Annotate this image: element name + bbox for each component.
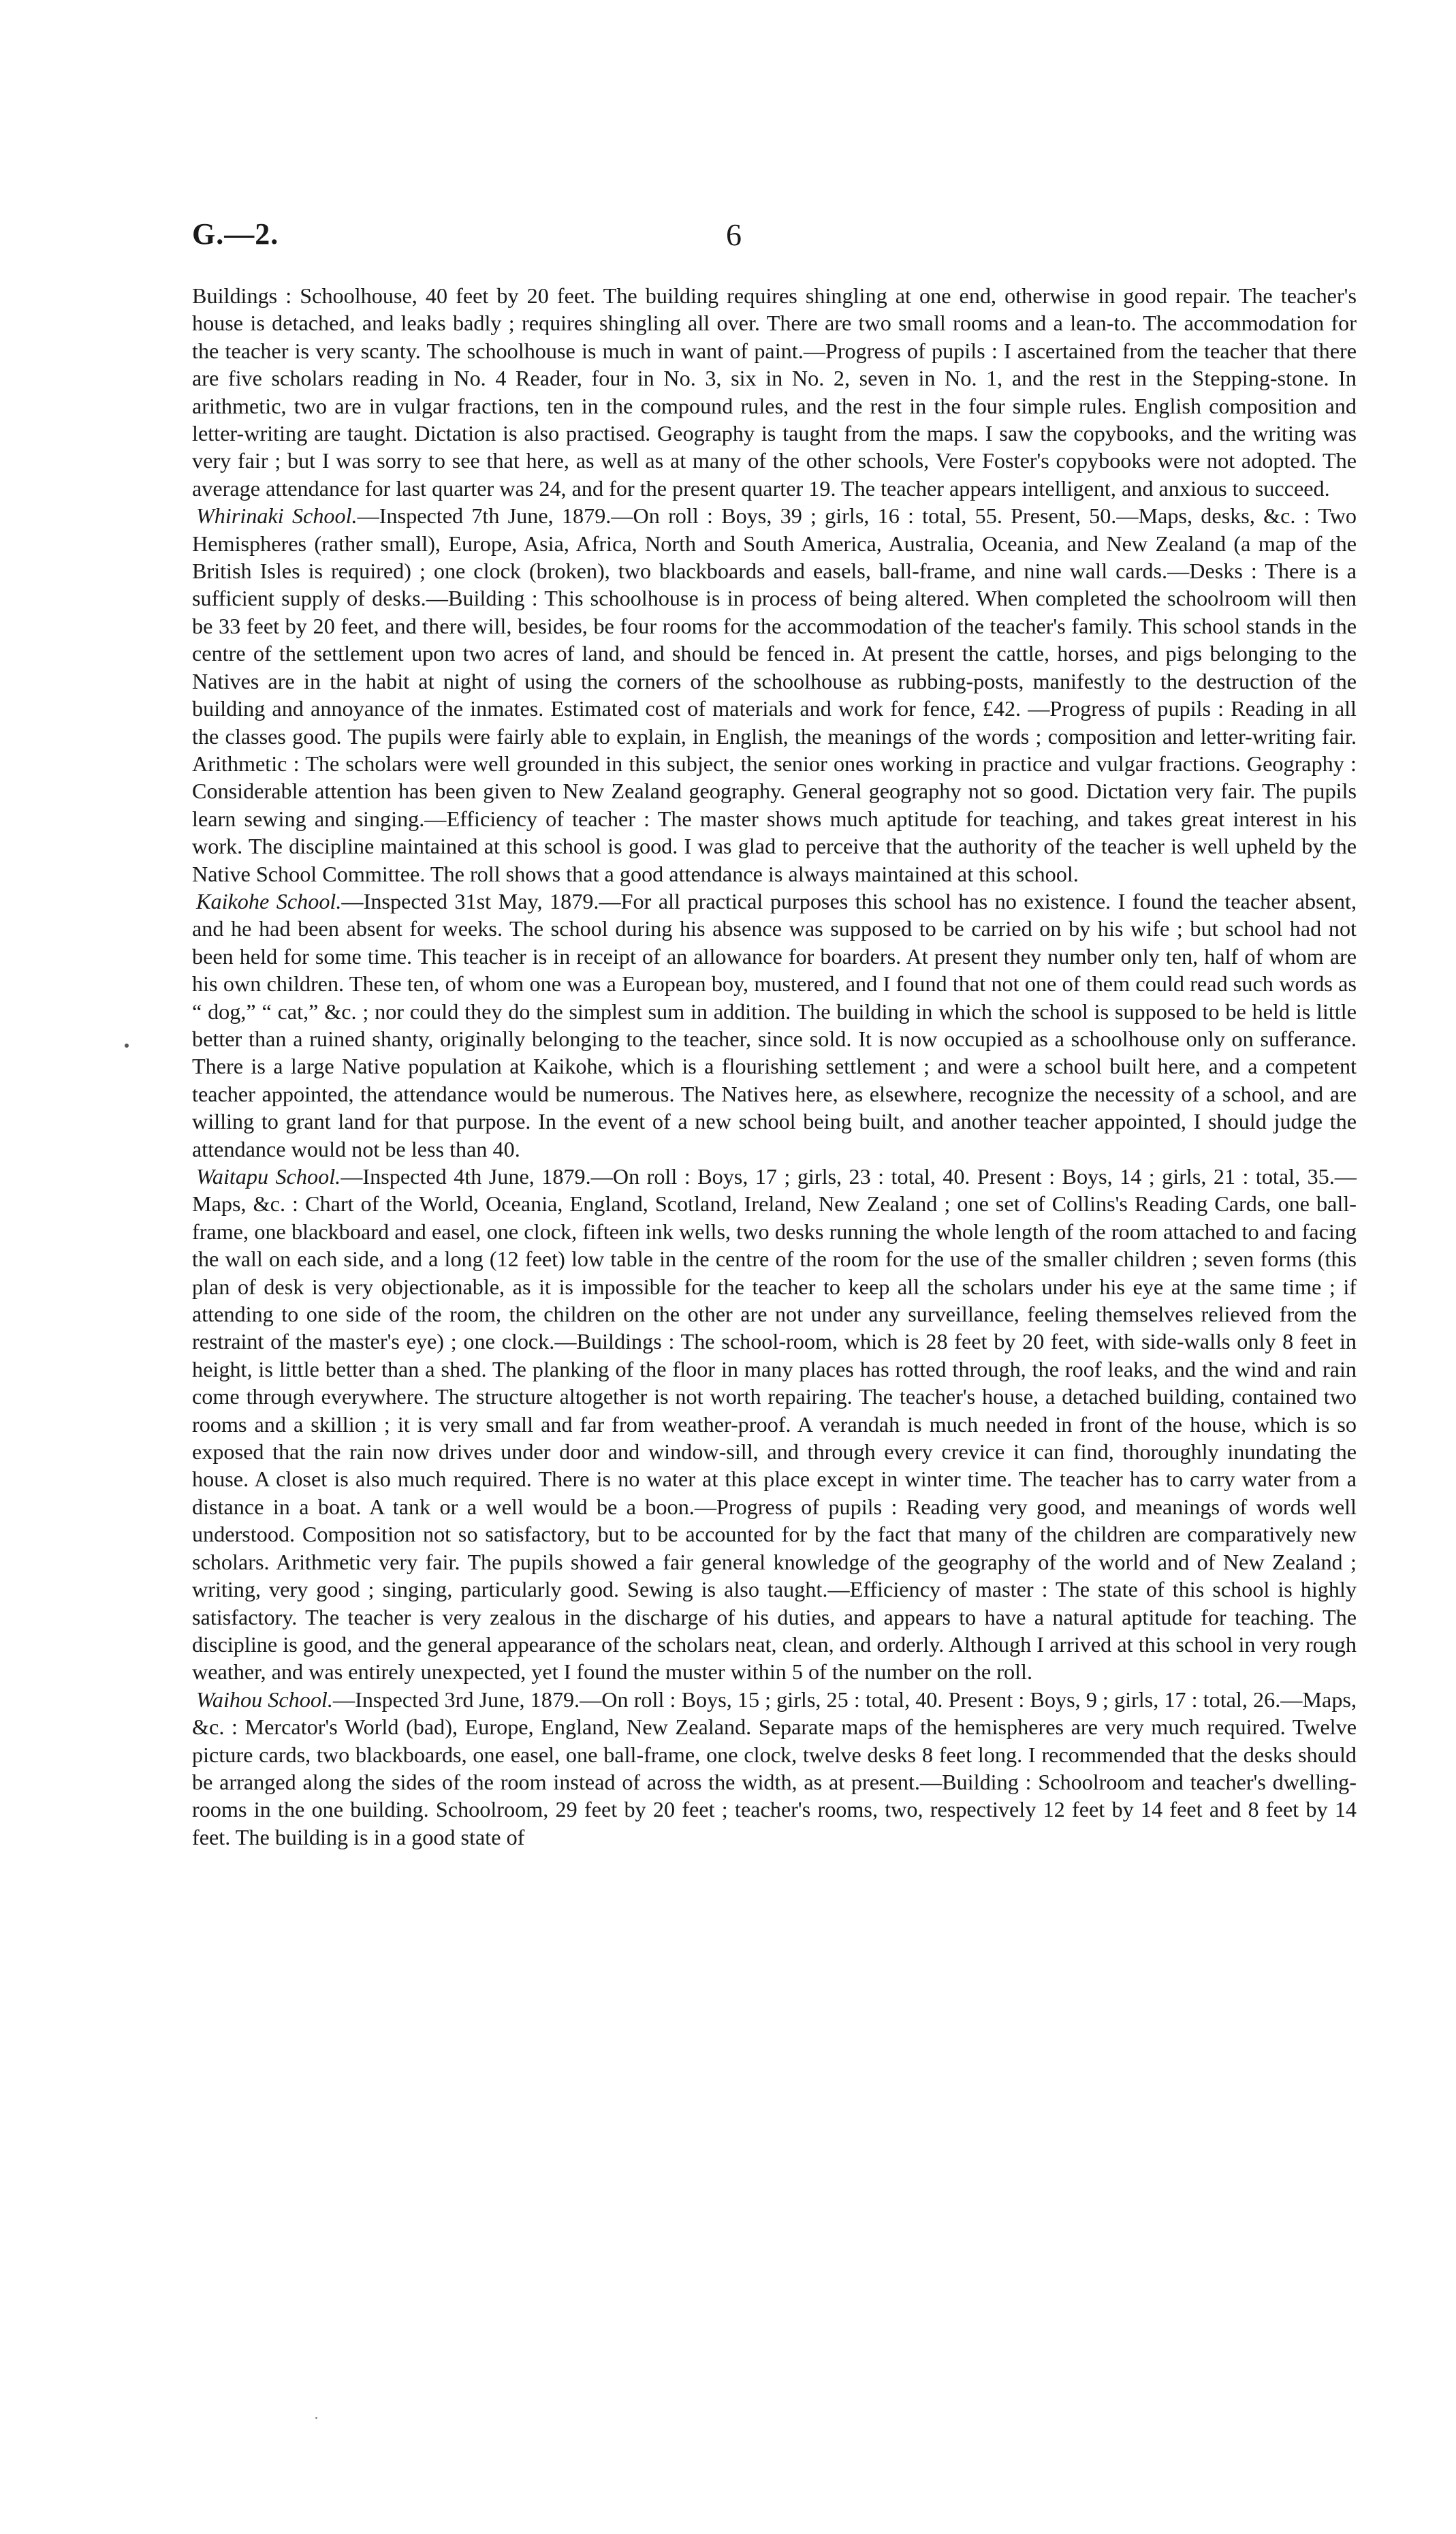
paragraph-kaikohe-school: [192, 888, 1357, 1163]
paragraph-text: —Inspected 31st May, 1879.—For all practical purposes this school has no existence. I found the teacher absent, and he had been absent for weeks. The school during his absence was supposed to be carried on by his wife ; but school had not been held for some time. This teacher is in receipt of an allowance for boarders. At present they number only ten, half of whom are his own children. These ten, of whom one was a European boy, mustered, and I found that not one of them could read such words as “ dog,” “ cat,” &c. ; nor could they do the simplest sum in addition. The building in which the school is supposed to be held is little better than a ruined shanty, originally belonging to the teacher, since sold. It is now occupied as a schoolhouse only on sufferance. There is a large Native population at Kaikohe, which is a flourishing settlement ; and were a school built here, and a competent teacher appointed, the attendance would be numerous. The Natives here, as elsewhere, recognize the necessity of a school, and are willing to grant land for that purpose. In the event of a new school being built, and another teacher appointed, I should judge the attendance would not be less than 40.: [192, 888, 1357, 1161]
margin-ink-dot: [125, 1044, 129, 1048]
page-header: [0, 217, 1456, 264]
paragraph-text: —Inspected 4th June, 1879.—On roll : Boys, 17 ; girls, 23 : total, 40. Present : Boys, 14 ; girls, 21 : total, 35.—Maps, &c. : Chart of the World, Oceania, England, Scotland, Ireland, New Zealand ; one set of Collins's Reading Cards, one ball-frame, one blackboard and easel, one clock, fifteen ink wells, two desks running the whole length of the room attached to and facing the wall on each side, and a long (12 feet) low table in the centre of the room for the use of the smaller children ; seven forms (this plan of desk is very objectionable, as it is impossible for the teacher to keep all the scholars under his eye at the same time ; if attending to one side of the room, the children on the other are not under any surveillance, feeling themselves relieved from the restraint of the master's eye) ; one clock.—Buildings : The school-room, which is 28 feet by 20 feet, with side-walls only 8 feet in height, is little better than a shed. The planking of the floor in many places has rotted through, the roof leaks, and the wind and rain come through everywhere. The structure altogether is not worth repairing. The teacher's house, a detached building, contained two rooms and a skillion ; it is very small and far from weather-proof. A verandah is much needed in front of the house, which is so exposed that the rain now drives under door and window-sill, and through every crevice it can find, thoroughly inundating the house. A closet is also much required. There is no water at this place except in winter time. The teacher has to carry water from a distance in a boat. A tank or a well would be a boon.—Progress of pupils : Reading very good, and meanings of words well understood. Composition not so satisfactory, but to be accounted for by the fact that many of the children are comparatively new scholars. Arithmetic very fair. The pupils showed a fair general knowledge of the geography of the world and of New Zealand ; writing, very good ; singing, particularly good. Sewing is also taught.—Efficiency of master : The state of this school is highly satisfactory. The teacher is very zealous in the discharge of his duties, and appears to have a natural aptitude for teaching. The discipline is good, and the general appearance of the scholars neat, clean, and orderly. Although I arrived at this school in very rough weather, and was entirely unexpected, yet I found the muster within 5 of the number on the roll.: [192, 1164, 1357, 1685]
school-name: Waitapu School.: [196, 1164, 341, 1189]
report-body: [192, 282, 1357, 1851]
margin-ink-dot: [315, 2417, 317, 2419]
paragraph-text: —Inspected 3rd June, 1879.—On roll : Boys, 15 ; girls, 25 : total, 40. Present : Boys, 9 ; girls, 17 : total, 26.—Maps, &c. : Mercator's World (bad), Europe, England, New Zealand. Separate maps of the hemispheres are very much required. Twelve picture cards, two blackboards, one easel, one ball-frame, one clock, twelve desks 8 feet long. I recommended that the desks should be arranged along the sides of the room instead of across the width, as at present.—Building : Schoolroom and teacher's dwelling-rooms in the one building. Schoolroom, 29 feet by 20 feet ; teacher's rooms, two, respectively 12 feet by 14 feet and 8 feet by 14 feet. The building is in a good state of: [192, 1687, 1357, 1849]
school-name: Kaikohe School.: [196, 888, 342, 913]
paragraph-waihou-school: [192, 1686, 1357, 1851]
page-number: 6: [726, 217, 742, 252]
paragraph-buildings: [192, 282, 1357, 502]
school-name: Waihou School.: [196, 1687, 333, 1712]
paragraph-text: Buildings : Schoolhouse, 40 feet by 20 feet. The building requires shingling at one end, otherwise in good repair. The teacher's house is detached, and leaks badly ; requires shingling all over. There are two small rooms and a lean-to. The accommodation for the teacher is very scanty. The schoolhouse is much in want of paint.—Progress of pupils : I ascertained from the teacher that there are five scholars reading in No. 4 Reader, four in No. 3, six in No. 2, seven in No. 1, and the rest in the Stepping-stone. In arithmetic, two are in vulgar fractions, ten in the compound rules, and the rest in the four simple rules. English composition and letter-writing are taught. Dictation is also practised. Geography is taught from the maps. I saw the copybooks, and the writing was very fair ; but I was sorry to see that here, as well as at many of the other schools, Vere Foster's copybooks were not adopted. The average attendance for last quarter was 24, and for the present quarter 19. The teacher appears intelligent, and anxious to succeed.: [192, 283, 1357, 501]
paragraph-whirinaki-school: [192, 502, 1357, 888]
school-name: Whirinaki School.: [196, 503, 358, 529]
document-reference: G.—2.: [192, 217, 279, 251]
paragraph-text: —Inspected 7th June, 1879.—On roll : Boys, 39 ; girls, 16 : total, 55. Present, 50.—Maps, desks, &c. : Two Hemispheres (rather small), Europe, Asia, Africa, North and South America, Australia, Oceania, and New Zealand (a map of the British Isles is required) ; one clock (broken), two blackboards and easels, ball-frame, and nine wall cards.—Desks : There is a sufficient supply of desks.—Building : This schoolhouse is in process of being altered. When completed the schoolroom will then be 33 feet by 20 feet, and there will, besides, be four rooms for the accommodation of the teacher's family. This school stands in the centre of the settlement upon two acres of land, and should be fenced in. At present the cattle, horses, and pigs belonging to the Natives are in the habit at night of using the corners of the schoolhouse as rubbing-posts, manifestly to the destruction of the building and annoyance of the inmates. Estimated cost of materials and work for fence, £42. —Progress of pupils : Reading in all the classes good. The pupils were fairly able to explain, in English, the meanings of the words ; composition and letter-writing fair. Arithmetic : The scholars were well grounded in this subject, the senior ones working in practice and vulgar fractions. Geography : Considerable attention has been given to New Zealand geography. General geography not so good. Dictation very fair. The pupils learn sewing and singing.—Efficiency of teacher : The master shows much aptitude for teaching, and takes great interest in his work. The discipline maintained at this school is good. I was glad to perceive that the authority of the teacher is well upheld by the Native School Committee. The roll shows that a good attendance is always maintained at this school.: [192, 503, 1357, 886]
paragraph-waitapu-school: [192, 1163, 1357, 1686]
